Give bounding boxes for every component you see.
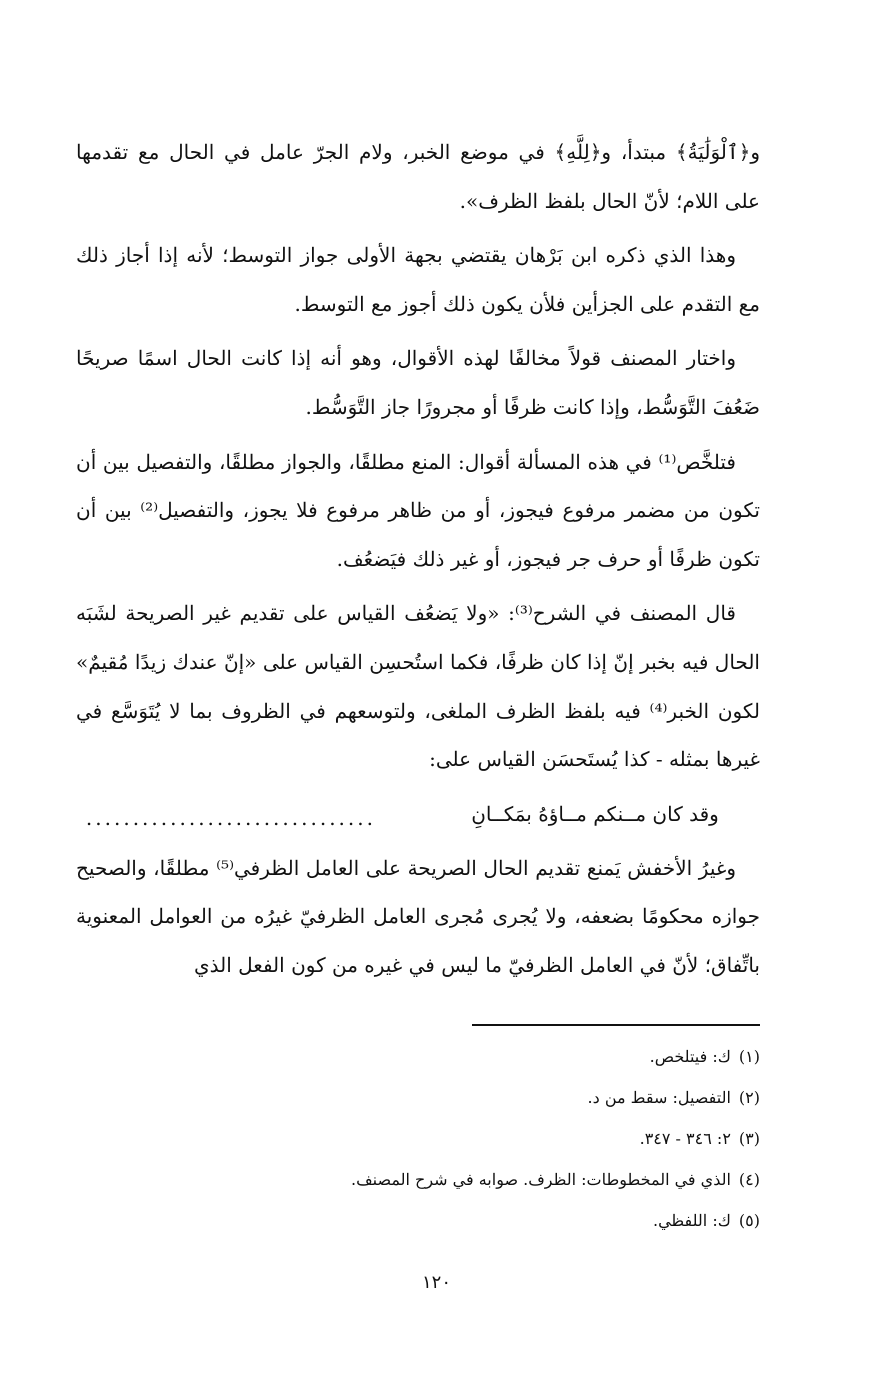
footnote-4 xyxy=(76,1159,760,1200)
footnotes xyxy=(76,1036,760,1241)
footnote-text: ك: فيتلخص. xyxy=(649,1047,731,1066)
footnote-text: التفصيل: سقط من د. xyxy=(587,1088,731,1107)
footnote-1 xyxy=(76,1036,760,1077)
footnote-2 xyxy=(76,1077,760,1118)
main-text xyxy=(76,128,760,996)
verse-line: وقد كان مــنكم مــاؤهُ بمَكــانِ xyxy=(471,801,719,826)
footnote-number: (١) xyxy=(738,1047,760,1066)
footnote-3 xyxy=(76,1118,760,1159)
footnote-5 xyxy=(76,1200,760,1241)
paragraph-6: وغيرُ الأخفش يَمنع تقديم الحال الصريحة على العامل الظرفي⁽⁵⁾ مطلقًا، والصحيح جوازه محكومًا بضعفه، ولا يُجرى مُجرى العامل الظرفيّ غيرُه من العوامل المعنوية باتِّفاق؛ لأنّ في العامل الظرفيّ ما ليس في غيره من كون الفعل الذي xyxy=(76,855,760,977)
footnote-divider xyxy=(472,1024,760,1026)
footnote-number: (٥) xyxy=(738,1211,760,1230)
paragraph-4: فتلخَّص⁽¹⁾ في هذه المسألة أقوال: المنع مطلقًا، والجواز مطلقًا، والتفصيل بين أن تكون من مضمر مرفوع فيجوز، أو من ظاهر مرفوع فلا يجوز، والتفصيل⁽²⁾ بين أن تكون ظرفًا أو حرف جر فيجوز، أو غير ذلك فيَضعُف. xyxy=(76,449,760,571)
footnote-text: الذي في المخطوطات: الظرف. صوابه في شرح المصنف. xyxy=(350,1170,731,1189)
footnote-number: (٣) xyxy=(738,1129,760,1148)
paragraph-5: قال المصنف في الشرح⁽³⁾: «ولا يَضعُف القياس على تقديم غير الصريحة لشَبَه الحال فيه بخبر إنّ إذا كان ظرفًا، فكما استُحسِن القياس على «إنّ عندك زيدًا مُقيمٌ» لكون الخبر⁽⁴⁾ فيه بلفظ الظرف الملغى، ولتوسعهم في الظروف بما لا يُتَوَسَّع في غيرها بمثله - كذا يُستَحسَن القياس على: xyxy=(76,601,760,772)
paragraph-2: وهذا الذي ذكره ابن بَرْهان يقتضي بجهة الأولى جواز التوسط؛ لأنه إذا أجاز ذلك مع التقدم على الجزأين فلأن يكون ذلك أجوز مع التوسط. xyxy=(76,243,760,316)
verse-ellipsis: ............................... xyxy=(85,805,376,830)
footnote-number: (٤) xyxy=(738,1170,760,1189)
footnote-text: ٢: ٣٤٦ - ٣٤٧. xyxy=(639,1129,731,1148)
page-number: ١٢٠ xyxy=(421,1272,451,1293)
paragraph-3: واختار المصنف قولاً مخالفًا لهذه الأقوال، وهو أنه إذا كانت الحال اسمًا صريحًا ضَعُفَ التَّوَسُّط، وإذا كانت ظرفًا أو مجرورًا جاز التَّوَسُّط. xyxy=(76,346,760,419)
footnote-text: ك: اللفظي. xyxy=(652,1211,731,1230)
paragraph-1: و﴿ٱلْوَلَٰيَةُ﴾ مبتدأ، و﴿لِلَّهِ﴾ في موضع الخبر، ولام الجرّ عامل في الحال مع تقدمها على اللام؛ لأنّ الحال بلفظ الظرف». xyxy=(76,140,760,213)
footnote-number: (٢) xyxy=(738,1088,760,1107)
poetry-verse xyxy=(76,790,760,838)
